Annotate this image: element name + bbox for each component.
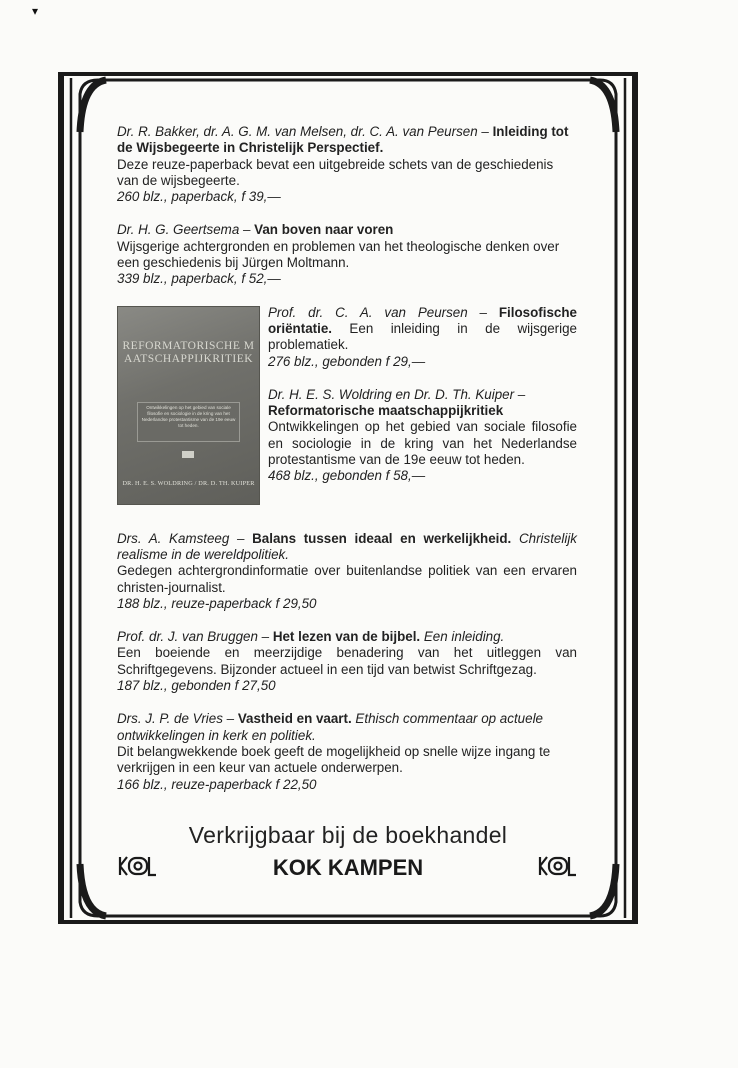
book-entry (117, 711, 577, 792)
cover-blurb: Ontwikkelingen op het gebied van sociale filosofie en sociologie in de kring van het Nederlandse protestantisme van de 19e eeuw tot heden. (137, 402, 240, 442)
cover-authors: DR. H. E. S. WOLDRING / DR. D. TH. KUIPER (122, 479, 255, 487)
book-title: Van boven naar voren (254, 222, 394, 238)
book-author: Prof. dr. J. van Bruggen – (117, 629, 273, 645)
book-price: 260 blz., paperback, f 39,— (117, 189, 281, 205)
book-entry (117, 222, 577, 287)
book-title: Vastheid en vaart. (237, 711, 352, 727)
book-author: Prof. dr. C. A. van Peursen – (268, 304, 499, 320)
publisher-logo-icon (118, 855, 158, 877)
book-title: Het lezen van de bijbel. (272, 629, 421, 645)
corner-mark: ▾ (32, 4, 39, 18)
book-price: 188 blz., reuze-paperback f 29,50 (117, 595, 317, 611)
book-price: 187 blz., gebonden f 27,50 (117, 678, 276, 694)
book-author: Dr. H. E. S. Woldring en Dr. D. Th. Kuiper – (268, 386, 526, 402)
book-price: 276 blz., gebonden f 29,— (268, 353, 426, 369)
book-price: 339 blz., paperback, f 52,— (117, 271, 281, 287)
book-cover-image (117, 306, 260, 505)
book-title: Filosofische oriëntatie. (268, 304, 577, 336)
featured-book-row (117, 305, 577, 513)
book-author: Dr. R. Bakker, dr. A. G. M. van Melsen, dr. C. A. van Peursen – (117, 124, 493, 139)
book-price: 166 blz., reuze-paperback f 22,50 (117, 776, 317, 792)
publisher-name: KOK KAMPEN (272, 855, 424, 880)
side-entries (268, 305, 577, 502)
book-description: Een inleiding in de wijsgerige problematiek. (268, 320, 577, 353)
book-title: Balans tussen ideaal en werkelijkheid. (252, 530, 512, 546)
availability-text: Verkrijgbaar bij de boekhandel (188, 822, 508, 848)
book-author: Drs. A. Kamsteeg – (117, 530, 253, 546)
book-description: Ontwikkelingen op het gebied van sociale filosofie en sociologie in de kring van het Nederlandse protestantisme van de 19e eeuw tot heden. (268, 419, 577, 468)
book-description: Gedegen achtergrondinformatie over buitenlandse politiek van een ervaren christen-journalist. (117, 563, 577, 595)
book-entry (117, 531, 577, 612)
book-entry (268, 305, 577, 370)
book-subtitle: Ethisch commentaar op actuele ontwikkelingen in kerk en politiek. (117, 711, 543, 743)
book-description: Dit belangwekkende boek geeft de mogelijkheid op snelle wijze ingang te verkrijgen in een keur van actuele onderwerpen. (117, 743, 551, 776)
book-title: Inleiding tot de Wijsbegeerte in Christelijk Perspectief. (117, 124, 569, 156)
book-author: Dr. H. G. Geertsema – (117, 222, 255, 238)
book-author: Drs. J. P. de Vries – (117, 711, 238, 727)
cover-emblem-icon (182, 451, 194, 458)
book-subtitle: Een inleiding. (420, 629, 505, 645)
advert-content (117, 124, 577, 810)
publisher-logo-icon (538, 855, 578, 877)
book-price: 468 blz., gebonden f 58,— (268, 468, 426, 484)
book-description: Een boeiende en meerzijdige benadering van het uitleggen van Schriftgegevens. Bijzonder actueel in een tijd van betwist Schriftgezag. (117, 645, 577, 677)
book-description: Wijsgerige achtergronden en problemen van het theologische denken over een geschiedenis bij Jürgen Moltmann. (117, 238, 560, 271)
book-entry (268, 387, 577, 485)
book-subtitle: Christelijk realisme in de wereldpolitiek. (117, 530, 578, 562)
book-description: Deze reuze-paperback bevat een uitgebreide schets van de geschiedenis van de wijsbegeerte. (117, 156, 554, 188)
book-entry (117, 124, 577, 205)
book-title: Reformatorische maatschappijkritiek (268, 403, 504, 419)
cover-title: REFORMATORISCHE MAATSCHAPPIJKRITIEK (122, 339, 255, 365)
book-entry (117, 629, 577, 694)
